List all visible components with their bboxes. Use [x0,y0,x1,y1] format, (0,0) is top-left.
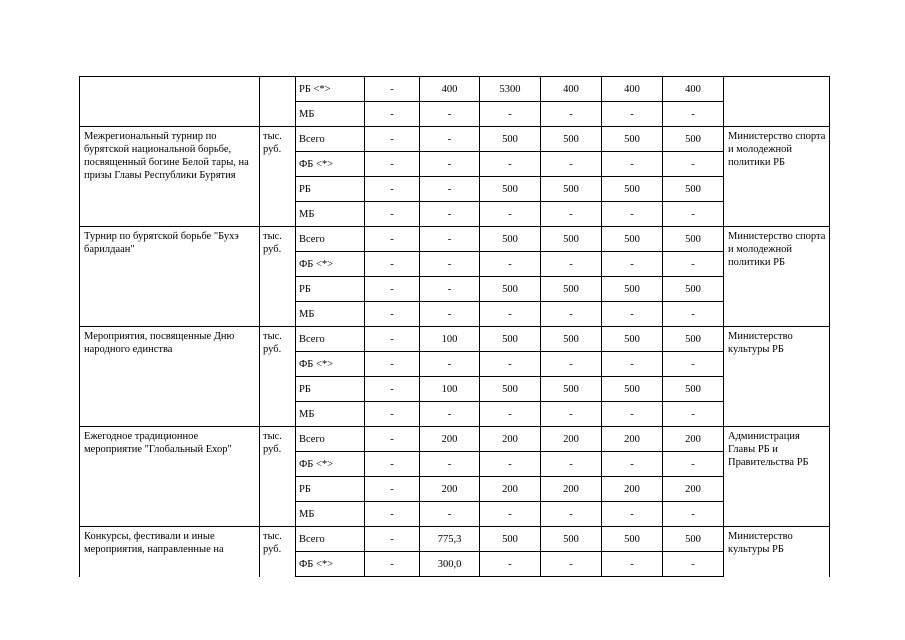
amount-cell: - [663,402,724,427]
amount-cell: - [602,202,663,227]
funding-source: ФБ <*> [296,152,365,177]
amount-cell: - [480,502,541,527]
amount-cell: 500 [602,527,663,552]
amount-cell: - [365,152,420,177]
amount-cell: 775,3 [420,527,480,552]
amount-cell: - [365,77,420,102]
table-row [80,327,830,352]
amount-cell: 200 [541,427,602,452]
amount-cell: - [541,152,602,177]
amount-cell: - [365,352,420,377]
amount-cell: 500 [480,377,541,402]
funding-source: РБ [296,477,365,502]
amount-cell: 500 [663,177,724,202]
amount-cell: - [420,502,480,527]
table-row [80,127,830,152]
amount-cell: - [602,302,663,327]
amount-cell: - [541,302,602,327]
funding-source: МБ [296,202,365,227]
amount-cell: 400 [663,77,724,102]
amount-cell: 200 [480,427,541,452]
event-description: Конкурсы, фестивали и иные мероприятия, направленные на [80,527,260,577]
funding-source: Всего [296,427,365,452]
amount-cell: 500 [663,277,724,302]
table-row [80,227,830,252]
amount-cell: 400 [420,77,480,102]
amount-cell: - [420,177,480,202]
amount-cell: 500 [602,227,663,252]
amount-cell: - [602,152,663,177]
amount-cell: 400 [541,77,602,102]
amount-cell: 100 [420,327,480,352]
amount-cell: - [663,252,724,277]
amount-cell: - [365,227,420,252]
amount-cell: 500 [541,227,602,252]
amount-cell: 200 [602,427,663,452]
unit-cell: тыс. руб. [260,127,296,227]
amount-cell: - [663,202,724,227]
amount-cell: - [602,502,663,527]
amount-cell: 500 [663,377,724,402]
amount-cell: - [480,152,541,177]
amount-cell: - [663,352,724,377]
funding-source: Всего [296,227,365,252]
amount-cell: - [663,102,724,127]
amount-cell: - [365,327,420,352]
responsible-party [724,77,830,127]
amount-cell: - [420,227,480,252]
responsible-party: Министерство культуры РБ [724,327,830,427]
amount-cell: - [602,552,663,577]
table-row [80,427,830,452]
amount-cell: - [541,502,602,527]
event-description: Ежегодное традиционное мероприятие "Глобальный Ехор" [80,427,260,527]
amount-cell: 500 [480,327,541,352]
amount-cell: - [420,102,480,127]
funding-source: РБ [296,177,365,202]
amount-cell: - [420,202,480,227]
amount-cell: - [480,202,541,227]
responsible-party: Министерство культуры РБ [724,527,830,577]
funding-source: Всего [296,127,365,152]
event-description: Межрегиональный турнир по бурятской национальной борьбе, посвященный богине Белой тары, на призы Главы Республики Бурятия [80,127,260,227]
amount-cell: 200 [663,427,724,452]
event-description: Мероприятия, посвященные Дню народного единства [80,327,260,427]
amount-cell: - [541,352,602,377]
amount-cell: - [602,102,663,127]
amount-cell: - [420,277,480,302]
amount-cell: 500 [541,377,602,402]
amount-cell: 5300 [480,77,541,102]
amount-cell: 200 [602,477,663,502]
amount-cell: - [480,452,541,477]
event-description: Турнир по бурятской борьбе "Бухэ барилдаан" [80,227,260,327]
amount-cell: 500 [602,327,663,352]
amount-cell: 500 [663,227,724,252]
responsible-party: Министерство спорта и молодежной политики РБ [724,127,830,227]
amount-cell: 500 [541,527,602,552]
amount-cell: - [602,252,663,277]
amount-cell: - [541,402,602,427]
amount-cell: 500 [602,177,663,202]
amount-cell: 400 [602,77,663,102]
event-description [80,77,260,127]
amount-cell: - [480,252,541,277]
funding-source: РБ [296,377,365,402]
amount-cell: 100 [420,377,480,402]
amount-cell: 500 [541,277,602,302]
amount-cell: - [541,202,602,227]
amount-cell: - [365,402,420,427]
amount-cell: - [420,302,480,327]
table-row [80,527,830,552]
amount-cell: 500 [663,127,724,152]
amount-cell: - [365,252,420,277]
amount-cell: - [420,452,480,477]
unit-cell: тыс. руб. [260,427,296,527]
amount-cell: - [420,352,480,377]
funding-source: ФБ <*> [296,352,365,377]
amount-cell: 200 [663,477,724,502]
amount-cell: - [480,102,541,127]
amount-cell: 500 [663,527,724,552]
funding-source: РБ [296,277,365,302]
amount-cell: - [365,102,420,127]
amount-cell: - [365,502,420,527]
amount-cell: - [365,477,420,502]
amount-cell: - [420,127,480,152]
amount-cell: - [663,452,724,477]
amount-cell: - [365,527,420,552]
amount-cell: 500 [663,327,724,352]
amount-cell: - [365,452,420,477]
amount-cell: - [541,252,602,277]
funding-table [79,76,830,577]
amount-cell: - [365,177,420,202]
unit-cell: тыс. руб. [260,327,296,427]
amount-cell: 500 [541,177,602,202]
amount-cell: - [365,302,420,327]
unit-cell [260,77,296,127]
amount-cell: - [480,402,541,427]
funding-source: МБ [296,402,365,427]
unit-cell: тыс. руб. [260,227,296,327]
amount-cell: 500 [480,227,541,252]
amount-cell: - [365,377,420,402]
funding-source: ФБ <*> [296,452,365,477]
amount-cell: 200 [420,427,480,452]
amount-cell: - [602,402,663,427]
funding-source: Всего [296,527,365,552]
amount-cell: - [602,352,663,377]
amount-cell: - [602,452,663,477]
responsible-party: Министерство спорта и молодежной политики РБ [724,227,830,327]
table-body [80,77,830,577]
amount-cell: - [541,552,602,577]
amount-cell: 500 [480,527,541,552]
table-row [80,77,830,102]
amount-cell: 200 [420,477,480,502]
amount-cell: 500 [541,327,602,352]
funding-source: ФБ <*> [296,252,365,277]
responsible-party: Администрация Главы РБ и Правительства РБ [724,427,830,527]
amount-cell: - [365,127,420,152]
amount-cell: 500 [480,127,541,152]
amount-cell: - [541,452,602,477]
amount-cell: - [365,552,420,577]
amount-cell: - [663,302,724,327]
amount-cell: 500 [602,377,663,402]
amount-cell: - [663,502,724,527]
amount-cell: - [480,552,541,577]
amount-cell: - [365,277,420,302]
amount-cell: - [480,352,541,377]
amount-cell: 500 [602,127,663,152]
funding-source: Всего [296,327,365,352]
amount-cell: - [365,202,420,227]
amount-cell: - [365,427,420,452]
amount-cell: - [663,552,724,577]
unit-cell: тыс. руб. [260,527,296,577]
amount-cell: - [663,152,724,177]
amount-cell: - [420,252,480,277]
amount-cell: 500 [480,177,541,202]
amount-cell: - [420,402,480,427]
funding-source: РБ <*> [296,77,365,102]
amount-cell: 500 [541,127,602,152]
amount-cell: 300,0 [420,552,480,577]
amount-cell: 200 [541,477,602,502]
funding-source: МБ [296,302,365,327]
amount-cell: 500 [480,277,541,302]
amount-cell: 500 [602,277,663,302]
funding-source: МБ [296,102,365,127]
amount-cell: - [541,102,602,127]
amount-cell: - [480,302,541,327]
funding-source: ФБ <*> [296,552,365,577]
funding-source: МБ [296,502,365,527]
amount-cell: 200 [480,477,541,502]
amount-cell: - [420,152,480,177]
